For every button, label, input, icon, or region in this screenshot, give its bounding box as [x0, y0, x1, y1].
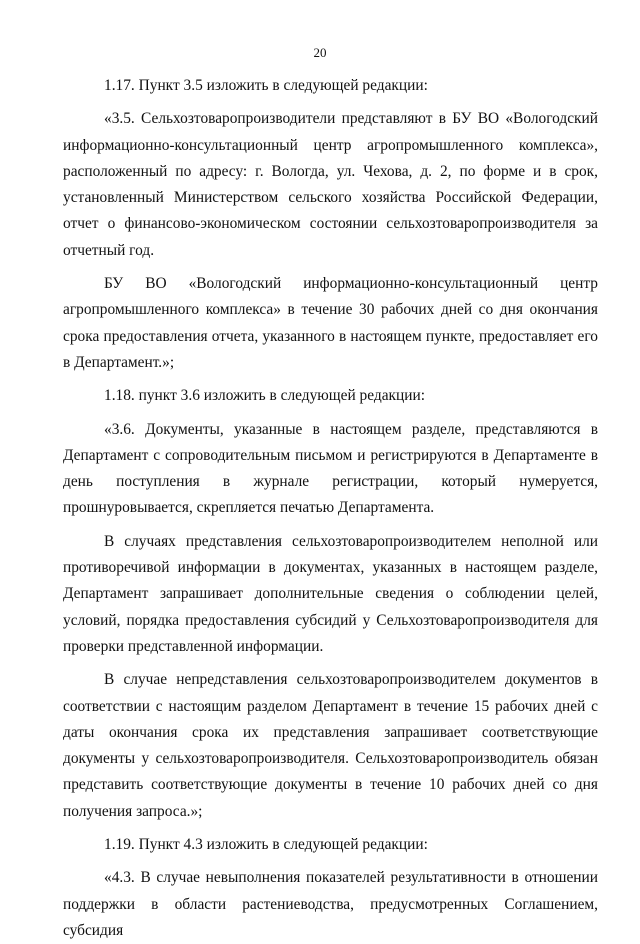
document-body [63, 73, 598, 944]
paragraph-4-3: «4.3. В случае невыполнения показателей результативности в отношении поддержки в области растениеводства, предусмотренных Соглашением, субсидия [63, 869, 598, 939]
paragraph-1-17-heading: 1.17. Пункт 3.5 изложить в следующей редакции: [104, 77, 428, 94]
paragraph-1-18-heading: 1.18. пункт 3.6 изложить в следующей редакции: [104, 387, 425, 405]
paragraph-non-submission: В случае непредставления сельхозтоваропроизводителем документов в соответствии с настоящим разделом Департамент в течение 15 рабочих дней с даты окончания срока их представления запрашивает соответствующие документы у сельхозтоваропроизводителя. Сельхозтоваропроизводитель обязан представить соответствующие документы в течение 10 рабочих дней со дня получения запроса.»; [63, 671, 598, 820]
paragraph-1-19-heading: 1.19. Пункт 4.3 изложить в следующей редакции: [104, 836, 428, 854]
paragraph-3-6: «3.6. Документы, указанные в настоящем разделе, представляются в Департамент с сопроводительным письмом и регистрируются в Департаменте в день поступления в журнале регистрации, который нумеруется, прошнуровывается, скрепляется печатью Департамента. [63, 420, 598, 517]
page-number: 20 [313, 45, 327, 60]
paragraph-incomplete-info: В случаях представления сельхозтоваропроизводителем неполной или противоречивой информации в документах, указанных в настоящем разделе, Департамент запрашивает дополнительные сведения о соблюдении целей, условий, порядка предоставления субсидий у Сельхозтоваропроизводителя для проверки представленной информации. [63, 532, 598, 655]
paragraph-3-5: «3.5. Сельхозтоваропроизводители представляют в БУ ВО «Вологодский информационно-консультационный центр агропромышленного комплекса», расположенный по адресу: г. Вологда, ул. Чехова, д. 2, по форме и в срок, установленный Министерством сельского хозяйства Российской Федерации, отчет о финансово-экономическом состоянии сельхозтоваропроизводителя за отчетный год. [63, 110, 598, 259]
paragraph-bu-vo: БУ ВО «Вологодский информационно-консультационный центр агропромышленного комплекса» в течение 30 рабочих дней со дня окончания срока предоставления отчета, указанного в настоящем пункте, предоставляет его в Департамент.»; [63, 275, 598, 371]
